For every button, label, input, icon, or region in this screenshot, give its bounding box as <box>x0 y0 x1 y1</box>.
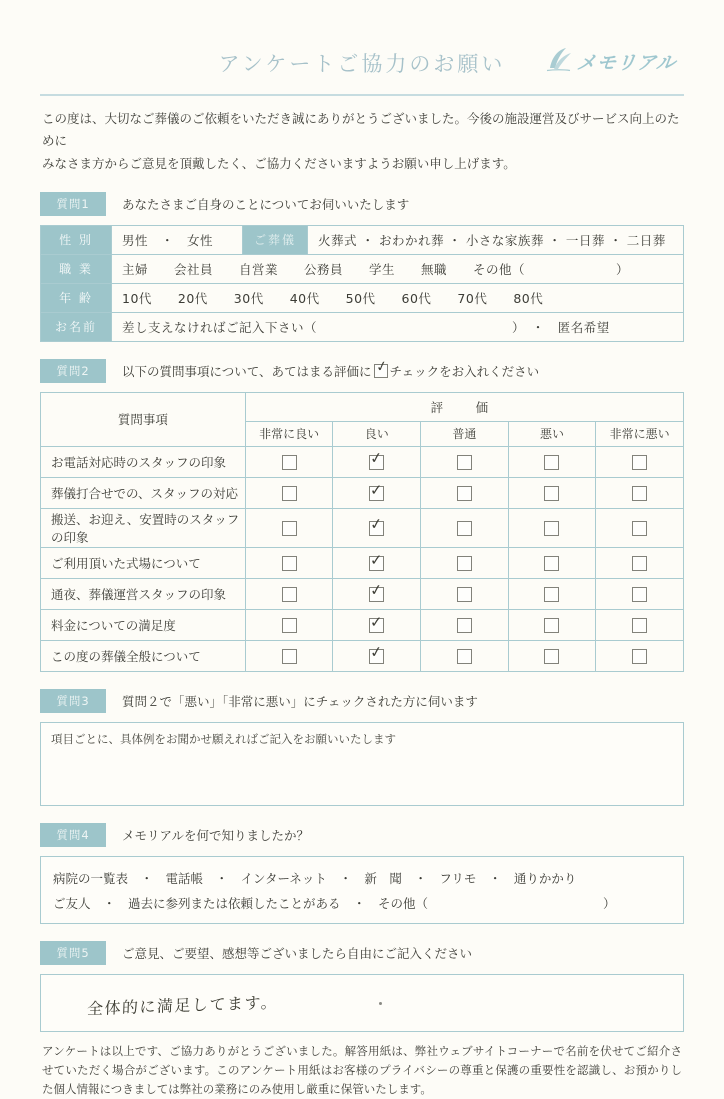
question3-box-note: 項目ごとに、具体例をお聞かせ願えればご記入をお願いいたします <box>51 731 396 746</box>
page-title: アンケートご協力のお願い <box>218 52 506 76</box>
checkbox[interactable] <box>632 455 647 470</box>
name-field[interactable]: 差し支えなければご記入下さい（ ） ・ 匿名希望 <box>112 312 684 341</box>
checkbox[interactable] <box>632 521 647 536</box>
rating-column-group-header: 評 価 <box>245 392 683 421</box>
checkbox[interactable] <box>457 455 472 470</box>
funeral-type-label: ご葬儀 <box>243 225 308 254</box>
rating-column-header: 良い <box>333 421 421 446</box>
rating-cell <box>421 547 509 578</box>
question5-header <box>40 941 684 965</box>
leaf-icon <box>543 46 573 77</box>
rating-row-label: ご利用頂いた式場について <box>41 547 246 578</box>
question4-options-box <box>40 856 684 924</box>
rating-cell <box>596 508 684 547</box>
rating-cell <box>596 609 684 640</box>
funeral-type-options[interactable]: 火葬式 ・ おわかれ葬 ・ 小さな家族葬 ・ 一日葬 ・ 二日葬 <box>308 225 684 254</box>
checkbox-checked[interactable] <box>369 486 384 501</box>
rating-row <box>41 640 684 671</box>
question3-comment-box[interactable] <box>40 722 684 806</box>
rating-row-label: 料金についての満足度 <box>41 609 246 640</box>
rating-row-label: お電話対応時のスタッフの印象 <box>41 446 246 477</box>
rating-cell <box>421 446 509 477</box>
rating-cell <box>421 609 509 640</box>
checkbox[interactable] <box>282 587 297 602</box>
checkbox[interactable] <box>632 587 647 602</box>
question2-title-post: チェックをお入れください <box>389 363 540 379</box>
rating-cell <box>421 477 509 508</box>
rating-cell <box>333 640 421 671</box>
age-label: 年 齢 <box>41 283 112 312</box>
rating-cell <box>508 609 596 640</box>
question1-header <box>40 192 684 216</box>
brand-logo <box>543 46 676 77</box>
question4-options-line1[interactable]: 病院の一覧表 ・ 電話帳 ・ インターネット ・ 新 聞 ・ フリモ ・ 通りかかり <box>53 870 577 886</box>
checkbox[interactable] <box>544 521 559 536</box>
scan-artifact-dot <box>379 1002 382 1005</box>
checkbox[interactable] <box>282 486 297 501</box>
question3-title: 質問２で「悪い」「非常に悪い」にチェックされた方に伺います <box>122 693 478 709</box>
gender-options[interactable]: 男性 ・ 女性 <box>112 225 243 254</box>
rating-row <box>41 508 684 547</box>
question2-header <box>40 359 684 383</box>
check-icon <box>374 364 388 378</box>
question5-comment-box[interactable] <box>40 974 684 1032</box>
rating-cell <box>333 578 421 609</box>
rating-cell <box>596 477 684 508</box>
question3-badge: 質問3 <box>40 689 106 713</box>
checkbox-checked[interactable] <box>369 649 384 664</box>
question5-title: ご意見、ご要望、感想等ございましたら自由にご記入ください <box>122 945 473 961</box>
rating-row <box>41 578 684 609</box>
checkbox[interactable] <box>457 618 472 633</box>
rating-column-header: 普通 <box>421 421 509 446</box>
rating-cell <box>333 547 421 578</box>
rating-cell <box>508 508 596 547</box>
rating-cell <box>508 578 596 609</box>
rating-cell <box>333 609 421 640</box>
rating-cell <box>421 508 509 547</box>
intro-text <box>42 108 682 175</box>
job-options[interactable]: 主婦 会社員 自営業 公務員 学生 無職 その他（ ） <box>112 254 684 283</box>
checkbox[interactable] <box>282 649 297 664</box>
rating-cell <box>245 578 333 609</box>
checkbox[interactable] <box>457 486 472 501</box>
question4-header <box>40 823 684 847</box>
rating-cell <box>333 446 421 477</box>
rating-cell <box>245 477 333 508</box>
age-row <box>41 283 684 312</box>
name-label: お名前 <box>41 312 112 341</box>
checkbox[interactable] <box>457 521 472 536</box>
handwritten-comment: 全体的に満足してます。 <box>86 992 279 1019</box>
job-row <box>41 254 684 283</box>
question4-options-line2[interactable]: ご友人 ・ 過去に参列または依頼したことがある ・ その他（ ） <box>53 895 616 911</box>
rating-cell <box>596 547 684 578</box>
job-label: 職 業 <box>41 254 112 283</box>
name-row <box>41 312 684 341</box>
checkbox[interactable] <box>632 556 647 571</box>
rating-cell <box>245 609 333 640</box>
intro-line: みなさま方からご意見を頂戴したく、ご協力くださいますようお願い申し上げます。 <box>42 155 516 171</box>
checkbox-checked[interactable] <box>369 521 384 536</box>
rating-table <box>40 392 684 672</box>
profile-table <box>40 225 684 342</box>
rating-table-head-row1 <box>41 392 684 421</box>
rating-row-label: 搬送、お迎え、安置時のスタッフの印象 <box>41 508 246 547</box>
rating-cell <box>421 640 509 671</box>
rating-row <box>41 446 684 477</box>
rating-cell <box>245 640 333 671</box>
checkbox[interactable] <box>457 649 472 664</box>
rating-cell <box>245 446 333 477</box>
checkbox[interactable] <box>632 486 647 501</box>
checkbox-checked[interactable] <box>369 618 384 633</box>
rating-row <box>41 477 684 508</box>
checkbox[interactable] <box>632 649 647 664</box>
rating-cell <box>508 640 596 671</box>
checkbox[interactable] <box>282 455 297 470</box>
checkbox-checked[interactable] <box>369 587 384 602</box>
rating-column-header: 非常に良い <box>245 421 333 446</box>
brand-name: メモリアル <box>575 52 677 74</box>
checkbox-checked[interactable] <box>369 556 384 571</box>
rating-row <box>41 547 684 578</box>
rating-cell <box>596 640 684 671</box>
rating-row-label: 葬儀打合せでの、スタッフの対応 <box>41 477 246 508</box>
rating-row-label: 通夜、葬儀運営スタッフの印象 <box>41 578 246 609</box>
checkbox[interactable] <box>544 556 559 571</box>
checkbox[interactable] <box>457 556 472 571</box>
checkbox[interactable] <box>282 556 297 571</box>
rating-cell <box>508 477 596 508</box>
question-items-column-header: 質問事項 <box>41 392 246 446</box>
rating-row-label: この度の葬儀全般について <box>41 640 246 671</box>
question1-title: あなたさまご自身のことについてお伺いいたします <box>122 196 410 212</box>
rating-cell <box>245 508 333 547</box>
rating-cell <box>333 508 421 547</box>
question3-header <box>40 689 684 713</box>
checkbox[interactable] <box>544 649 559 664</box>
gender-row <box>41 225 684 254</box>
rating-column-header: 悪い <box>508 421 596 446</box>
rating-row <box>41 609 684 640</box>
checkbox[interactable] <box>544 587 559 602</box>
rating-column-header: 非常に悪い <box>596 421 684 446</box>
checkbox-checked[interactable] <box>369 455 384 470</box>
rating-cell <box>596 446 684 477</box>
question2-title-pre: 以下の質問事項について、あてはまる評価に <box>122 363 372 379</box>
page-header <box>40 44 684 84</box>
rating-cell <box>333 477 421 508</box>
question1-badge: 質問1 <box>40 192 106 216</box>
checkbox[interactable] <box>544 618 559 633</box>
rating-cell <box>245 547 333 578</box>
checkbox[interactable] <box>282 618 297 633</box>
rating-cell <box>596 578 684 609</box>
question5-badge: 質問5 <box>40 941 106 965</box>
rating-cell <box>421 578 509 609</box>
question2-badge: 質問2 <box>40 359 106 383</box>
checkbox[interactable] <box>282 521 297 536</box>
header-divider <box>40 94 684 96</box>
question4-badge: 質問4 <box>40 823 106 847</box>
closing-note: アンケートは以上です、ご協力ありがとうございました。解答用紙は、弊社ウェブサイトコーナーで名前を伏せてご紹介させていただく場合がございます。このアンケート用紙はお客様のプライバシーの尊重と保護の重要性を認識し、お預かりした個人情報につきましては弊社の業務にのみ使用し厳重に保管いたします。 <box>42 1043 682 1096</box>
age-options[interactable]: 10代 20代 30代 40代 50代 60代 70代 80代 <box>112 283 684 312</box>
checkbox[interactable] <box>632 618 647 633</box>
question2-title <box>122 362 539 380</box>
rating-cell <box>508 446 596 477</box>
gender-label: 性 別 <box>41 225 112 254</box>
question4-title: メモリアルを何で知りましたか？ <box>122 827 310 843</box>
intro-line: この度は、大切なご葬儀のご依頼をいただき誠にありがとうございました。今後の施設運営及びサービス向上のために <box>42 111 680 149</box>
checkbox[interactable] <box>544 486 559 501</box>
rating-cell <box>508 547 596 578</box>
checkbox[interactable] <box>457 587 472 602</box>
checkbox[interactable] <box>544 455 559 470</box>
